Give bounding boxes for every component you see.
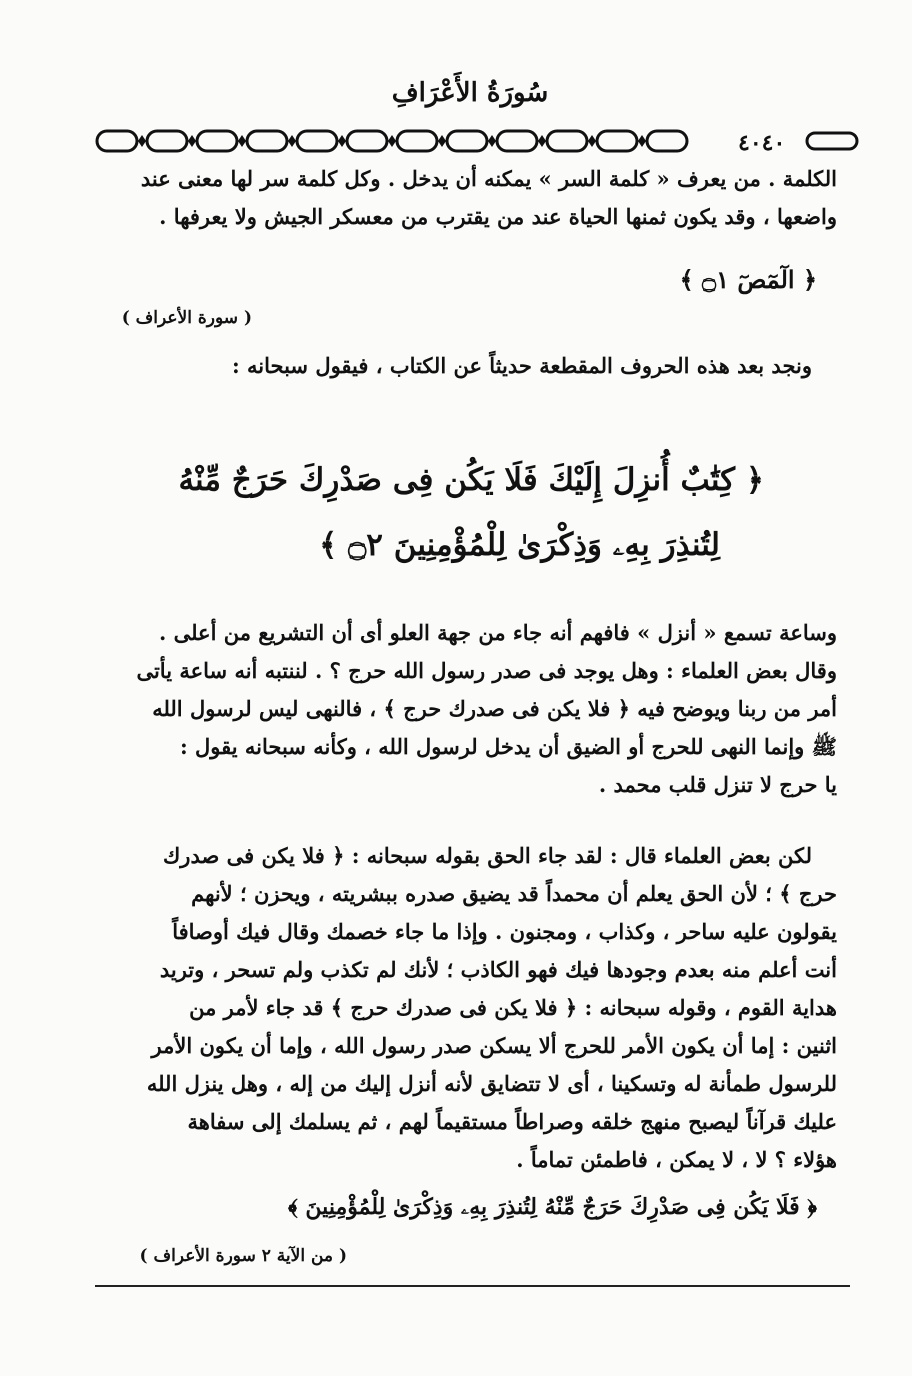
text-line: حرج ﴾ ؛ لأن الحق يعلم أن محمداً قد يضيق صدره ببشريته ، ويحزن ؛ لأنهم xyxy=(191,881,837,906)
quran-verse: ﴿ كِتَٰبٌ أُنزِلَ إِلَيْكَ فَلَا يَكُن فِى صَدْرِكَ حَرَجٌ مِّنْهُ xyxy=(178,462,764,498)
text-line: ونجد بعد هذه الحروف المقطعة حديثاً عن الكتاب ، فيقول سبحانه : xyxy=(231,353,812,378)
text-line: واضعها ، وقد يكون ثمنها الحياة عند من يقترب من معسكر الجيش ولا يعرفها . xyxy=(159,204,837,229)
text-line: الكلمة . من يعرف « كلمة السر » يمكنه أن يدخل . وكل كلمة سر لها معنى عند xyxy=(140,166,837,191)
text-line: هداية القوم ، وقوله سبحانه : ﴿ فلا يكن فى صدرك حرج ﴾ قد جاء لأمر من xyxy=(189,995,837,1020)
quran-verse: ﴿ فَلَا يَكُن فِى صَدْرِكَ حَرَجٌ مِّنْهُ لِتُنذِرَ بِهِۦ وَذِكْرَىٰ لِلْمُؤْمِنِينَ ﴾ xyxy=(288,1194,817,1220)
text-line: وقال بعض العلماء : وهل يوجد فى صدر رسول الله حرج ؟ . لننتبه أنه ساعة يأتى xyxy=(136,658,837,683)
text-line: أنت أعلم منه بعدم وجودها فيك فهو الكاذب ؛ لأنك لم تكذب ولم تسحر ، وتريد xyxy=(159,957,837,982)
text-line: عليك قرآناً ليصبح منهج خلقه وصراطاً مستقيماً لهم ، ثم يسلمك إلى سفاهة xyxy=(187,1109,837,1134)
text-line: اثنين : إما أن يكون الأمر للحرج ألا يسكن صدر رسول الله ، وإما أن يكون الأمر xyxy=(151,1033,837,1058)
ornamental-border-icon xyxy=(95,125,735,157)
text-line: لكن بعض العلماء قال : لقد جاء الحق بقوله سبحانه : ﴿ فلا يكن فى صدرك xyxy=(163,843,812,868)
text-line: ﷺ وإنما النهى للحرج أو الضيق أن يدخل لرسول الله ، وكأنه سبحانه يقول : xyxy=(179,734,837,759)
footer-divider xyxy=(95,1285,850,1287)
quran-verse: ﴿ الٓمٓصٓ ۝١ ﴾ xyxy=(679,265,817,294)
verse-reference: ( من الآية ٢ سورة الأعراف ) xyxy=(139,1246,347,1266)
text-line: وساعة تسمع « أنزل » فافهم أنه جاء من جهة العلو أى أن التشريع من أعلى . xyxy=(158,620,837,645)
text-line: يقولون عليه ساحر ، وكذاب ، ومجنون . وإذا ما جاء خصمك وقال فيك أوصافاً xyxy=(172,919,837,944)
text-line: يا حرج لا تنزل قلب محمد . xyxy=(598,772,837,797)
quran-verse: لِتُنذِرَ بِهِۦ وَذِكْرَىٰ لِلْمُؤْمِنِينَ ۝٢ ﴾ xyxy=(319,527,720,563)
page-number: ٤٠٤٠ xyxy=(738,130,786,156)
text-line: أمر من ربنا ويوضح فيه ﴿ فلا يكن فى صدرك حرج ﴾ ، فالنهى ليس لرسول الله xyxy=(152,696,837,721)
surah-title: سُورَةُ الأَعْرَافِ xyxy=(391,78,549,108)
verse-reference: ( سورة الأعراف ) xyxy=(121,308,252,328)
text-line: هؤلاء ؟ لا ، لا يمكن ، فاطمئن تماماً . xyxy=(516,1147,837,1172)
ornamental-end-icon xyxy=(805,131,860,151)
text-line: للرسول طمأنة له وتسكينا ، أى لا تتضايق لأنه أنزل إليك من إله ، وهل ينزل الله xyxy=(146,1071,837,1096)
